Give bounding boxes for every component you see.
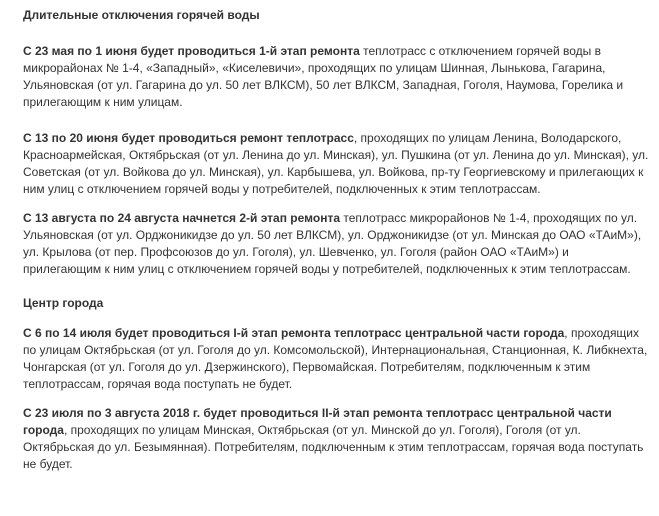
paragraph-center-stage2 [23, 405, 649, 473]
paragraph-center-stage1 [23, 325, 649, 393]
paragraph-june-repair [23, 130, 649, 198]
paragraph-lead: С 23 мая по 1 июня будет проводиться 1-й этап ремонта [23, 44, 360, 58]
paragraph-stage2-repair [23, 210, 649, 278]
paragraph-lead: С 13 по 20 июня будет проводиться ремонт теплотрасс [23, 131, 354, 145]
section-heading-city-center: Центр города [23, 296, 104, 310]
paragraph-lead: С 23 июля по 3 августа 2018 г. будет проводиться II-й этап ремонта теплотрасс центральной части города [23, 406, 612, 437]
paragraph-lead: С 6 по 14 июля будет проводиться I-й этап ремонта теплотрасс центральной части города [23, 326, 565, 340]
paragraph-body: , проходящих по улицам Ленина, Володарского, Красноармейская, Октябрьская (от ул. Ленина до ул. Минская), ул. Пушкина (от ул. Ленина до ул. Минская), ул. Советская (от ул. Войкова до ул. Минская), ул. Карбышева, ул. Войкова, пр-ту Георгиевскому и прилегающих к ним улиц с отключением горячей воды у потребителей, подключенных к этим теплотрассам. [23, 131, 649, 196]
paragraph-body: , проходящих по улицам Минская, Октябрьская (от ул. Минской до ул. Гоголя), Гоголя (от ул. Октябрьская до ул. Безымянная). Потребителям, подключенным к этим теплотрассам, горячая вода поступать не будет. [23, 423, 644, 471]
paragraph-body: теплотрасс с отключением горячей воды в микрорайонах № 1-4, «Западный», «Киселевичи», проходящих по улицам Шинная, Лынькова, Гагарина, Ульяновская (от ул. Гагарина до ул. 50 лет ВЛКСМ), 50 лет ВЛКСМ, Западная, Гоголя, Наумова, Горелика и прилегающим к ним улицам. [23, 44, 624, 109]
paragraph-stage1-repair [23, 43, 649, 111]
paragraph-body: , проходящих по улицам Октябрьская (от ул. Гоголя до ул. Комсомольской), Интернациональная, Станционная, К. Либкнехта, Чонгарская (от ул. Гоголя до ул. Дзержинского), Первомайская. Потребителям, подключенным к этим теплотрассам, горячая вода поступать не будет. [23, 326, 648, 391]
paragraph-lead: С 13 августа по 24 августа начнется 2-й этап ремонта [23, 211, 340, 225]
paragraph-body: теплотрасс микрорайонов № 1-4, проходящих по ул. Ульяновская (от ул. Орджоникидзе до ул. 50 лет ВЛКСМ), ул. Орджоникидзе (от ул. Минская до ОАО «ТАиМ»), ул. Крылова (от пер. Профсоюзов до ул. Гоголя), ул. Шевченко, ул. Гоголя (район ОАО «ТАиМ») и прилегающим к ним улиц с отключением горячей воды у потребителей, подключенных к этим теплотрассам. [23, 211, 642, 276]
section-heading-long-outages: Длительные отключения горячей воды [23, 8, 260, 22]
